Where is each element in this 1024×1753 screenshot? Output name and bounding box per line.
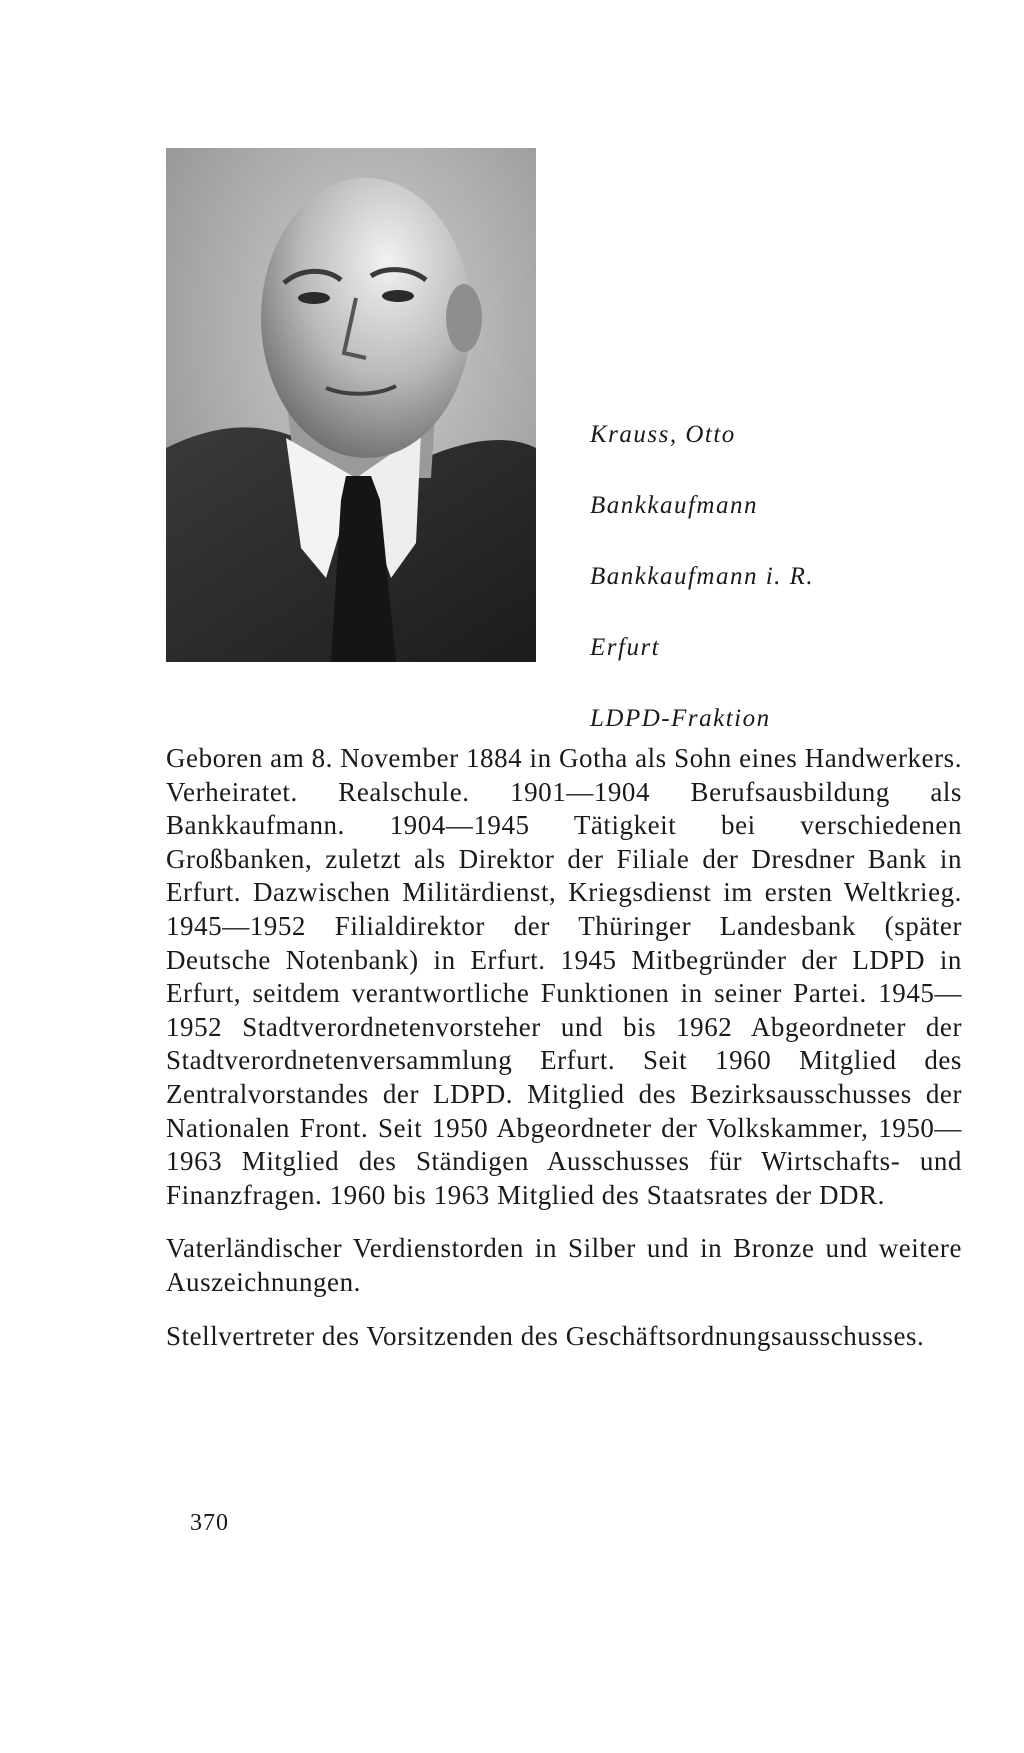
biography [166, 742, 962, 1353]
occupation-current: Bankkaufmann i. R. [590, 563, 815, 590]
city: Erfurt [590, 634, 661, 661]
portrait-photo [166, 148, 536, 662]
biography-paragraph-awards: Vaterländischer Verdienstorden in Silber und in Bronze und weitere Auszeichnungen. [166, 1233, 962, 1297]
biography-paragraph-career: Geboren am 8. November 1884 in Gotha als Sohn eines Handwerkers. Verheiratet. Realschule. 1901—1904 Berufsausbildung als Bankkaufmann. 1904—1945 Tätigkeit bei verschiedenen Großbanken, zuletzt als Direktor der Filiale der Dresdner Bank in Erfurt. Dazwischen Militärdienst, Kriegsdienst im ersten Weltkrieg. 1945—1952 Filialdirektor der Thüringer Landesbank (später Deutsche Notenbank) in Erfurt. 1945 Mitbegründer der LDPD in Erfurt, seitdem verantwortliche Funktionen in seiner Partei. 1945—1952 Stadtverordnetenvorsteher und bis 1962 Abgeordneter der Stadtverordnetenversammlung Erfurt. Seit 1960 Mitglied des Zentralvorstandes der LDPD. Mitglied des Bezirksausschusses der Nationalen Front. Seit 1950 Abgeordneter der Volkskammer, 1950—1963 Mitglied des Ständigen Ausschusses für Wirtschafts- und Finanzfragen. 1960 bis 1963 Mitglied des Staatsrates der DDR. [166, 743, 962, 1210]
person-name: Krauss, Otto [590, 421, 736, 448]
page-number: 370 [190, 1510, 229, 1536]
faction: LDPD-Fraktion [590, 705, 771, 732]
occupation-learned: Bankkaufmann [590, 492, 758, 519]
biography-paragraph-role: Stellvertreter des Vorsitzenden des Geschäftsordnungsausschusses. [166, 1320, 925, 1351]
person-info [590, 422, 990, 777]
